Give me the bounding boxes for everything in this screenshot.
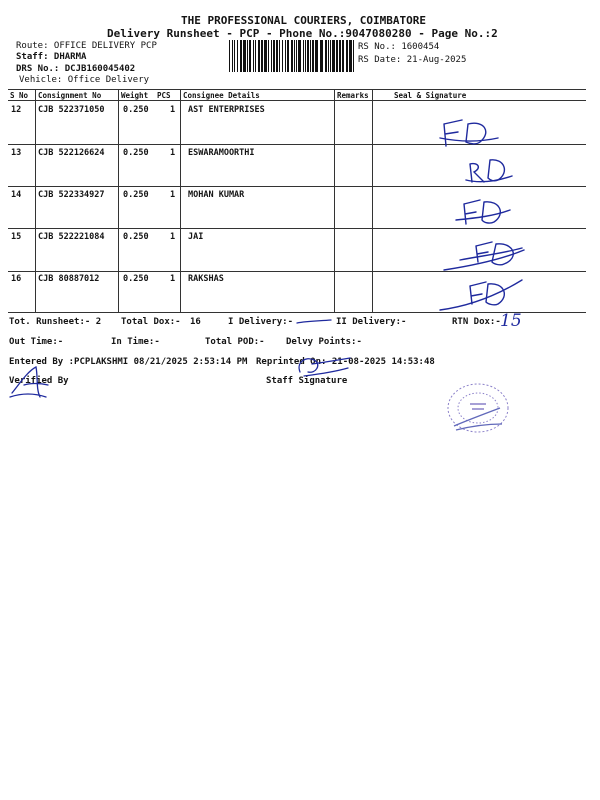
- cell-weight: 0.250: [123, 274, 149, 284]
- route-label: Route: OFFICE DELIVERY PCP: [16, 41, 157, 51]
- barcode-bar: [310, 40, 311, 72]
- barcode-bar: [312, 40, 314, 72]
- cell-consignee: JAI: [188, 232, 204, 242]
- cell-pcs: 1: [170, 274, 176, 284]
- cell-weight: 0.250: [123, 190, 149, 200]
- barcode-bar: [229, 40, 230, 72]
- cell-consignment: CJB 522221084: [38, 232, 105, 242]
- barcode-bar: [261, 40, 263, 72]
- barcode-bar: [279, 40, 280, 72]
- total-pod-label: Total POD:-: [205, 337, 265, 347]
- company-name: THE PROFESSIONAL COURIERS, COIMBATORE: [181, 14, 427, 27]
- barcode-bar: [332, 40, 335, 72]
- cell-sno: 16: [11, 274, 22, 284]
- verifier-signature: [6, 363, 56, 403]
- barcode-bar: [330, 40, 331, 72]
- first-delivery-label: I Delivery:-: [228, 317, 294, 327]
- cell-pcs: 1: [170, 232, 176, 242]
- staff-signature: [292, 350, 356, 380]
- col-divider: [180, 89, 181, 312]
- barcode-bar: [243, 40, 246, 72]
- barcode-bar: [294, 40, 295, 72]
- cell-consignee: MOHAN KUMAR: [188, 190, 245, 200]
- barcode-bar: [291, 40, 293, 72]
- total-runsheet: Tot. Runsheet:- 2: [9, 317, 102, 327]
- barcode-bar: [249, 40, 251, 72]
- barcode-bar: [296, 40, 297, 72]
- barcode-bar: [255, 40, 256, 72]
- total-dox-value: 16: [190, 317, 201, 327]
- barcode-bar: [247, 40, 248, 72]
- delivery-points-label: Delvy Points:-: [286, 337, 362, 347]
- header-consignment: Consignment No: [38, 91, 102, 100]
- barcode-bar: [232, 40, 233, 72]
- barcode-bar: [237, 40, 238, 72]
- handwritten-dash: [295, 318, 335, 326]
- signature-row-16: [440, 280, 522, 310]
- cell-sno: 14: [11, 190, 22, 200]
- barcode-bar: [264, 40, 267, 72]
- barcode-bar: [276, 40, 278, 72]
- col-divider: [35, 89, 36, 312]
- rs-date: RS Date: 21-Aug-2025: [358, 55, 467, 65]
- staff-label: Staff: DHARMA: [16, 52, 87, 62]
- signature-row-15: [444, 242, 524, 270]
- barcode-bar: [307, 40, 309, 72]
- barcode-bar: [303, 40, 304, 72]
- vehicle-label: Vehicle: Office Delivery: [19, 75, 150, 85]
- in-time-label: In Time:-: [111, 337, 160, 347]
- cell-weight: 0.250: [123, 105, 149, 115]
- barcode-bar: [273, 40, 275, 72]
- cell-consignment: CJB 522371050: [38, 105, 105, 115]
- cell-consignment: CJB 522334927: [38, 190, 105, 200]
- header-weight: Weight: [121, 91, 149, 100]
- cell-weight: 0.250: [123, 232, 149, 242]
- barcode-bar: [349, 40, 352, 72]
- cell-consignment: CJB 80887012: [38, 274, 100, 284]
- cell-consignee: RAKSHAS: [188, 274, 224, 284]
- cell-sno: 15: [11, 232, 22, 242]
- cell-weight: 0.250: [123, 148, 149, 158]
- barcode-bar: [298, 40, 301, 72]
- cell-consignee: ESWARAMOORTHI: [188, 148, 255, 158]
- runsheet-title: Delivery Runsheet - PCP - Phone No.:9047080280 - Page No.:2: [107, 27, 498, 40]
- barcode-bar: [258, 40, 260, 72]
- header-remarks: Remarks: [337, 91, 369, 100]
- rtn-dox-handwritten-value: 15: [500, 311, 522, 331]
- barcode-bar: [315, 40, 318, 72]
- total-dox-label: Total Dox:-: [121, 317, 181, 327]
- out-time-label: Out Time:-: [9, 337, 64, 347]
- signature-row-13: [466, 160, 512, 182]
- header-seal-signature: Seal & Signature: [394, 91, 467, 100]
- rs-number: RS No.: 1600454: [358, 42, 440, 52]
- header-pcs: PCS: [157, 91, 171, 100]
- cell-sno: 12: [11, 105, 22, 115]
- barcode-bar: [253, 40, 254, 72]
- barcode-bar: [346, 40, 348, 72]
- barcode-bar: [328, 40, 329, 72]
- cell-sno: 13: [11, 148, 22, 158]
- entered-by: Entered By :PCPLAKSHMI 08/21/2025 2:53:14 PM: [9, 357, 248, 367]
- barcode-bar: [287, 40, 289, 72]
- staff-signature-label: Staff Signature: [266, 376, 348, 386]
- col-divider: [118, 89, 119, 312]
- table-top-border: [8, 89, 586, 90]
- handwritten-signatures: [430, 110, 550, 320]
- header-sno: S No: [10, 91, 29, 100]
- cell-pcs: 1: [170, 190, 176, 200]
- barcode-bar: [234, 40, 235, 72]
- barcode-bar: [353, 40, 354, 72]
- col-divider: [334, 89, 335, 312]
- barcode-bar: [282, 40, 283, 72]
- verified-by-label: Verified By: [9, 376, 69, 386]
- barcode-bar: [325, 40, 327, 72]
- barcode-bar: [336, 40, 338, 72]
- reprinted-on: Reprinted On: 21-08-2025 14:53:48: [256, 357, 435, 367]
- col-divider: [372, 89, 373, 312]
- barcode-bar: [268, 40, 269, 72]
- cell-pcs: 1: [170, 105, 176, 115]
- barcode-bar: [240, 40, 242, 72]
- barcode-bar: [305, 40, 306, 72]
- office-stamp: [438, 378, 518, 438]
- cell-consignee: AST ENTERPRISES: [188, 105, 265, 115]
- header-consignee: Consignee Details: [183, 91, 260, 100]
- barcode-bar: [320, 40, 323, 72]
- signature-row-14: [456, 200, 510, 224]
- cell-consignment: CJB 522126624: [38, 148, 105, 158]
- barcode-bar: [339, 40, 341, 72]
- signature-row-12: [440, 120, 498, 146]
- barcode-bar: [271, 40, 272, 72]
- cell-pcs: 1: [170, 148, 176, 158]
- second-delivery-label: II Delivery:-: [336, 317, 407, 327]
- barcode-bar: [342, 40, 344, 72]
- rtn-dox-label: RTN Dox:-: [452, 317, 501, 327]
- barcode: [229, 40, 355, 72]
- drs-number: DRS No.: DCJB160045402: [16, 64, 136, 74]
- table-header-border: [8, 100, 586, 101]
- barcode-bar: [285, 40, 286, 72]
